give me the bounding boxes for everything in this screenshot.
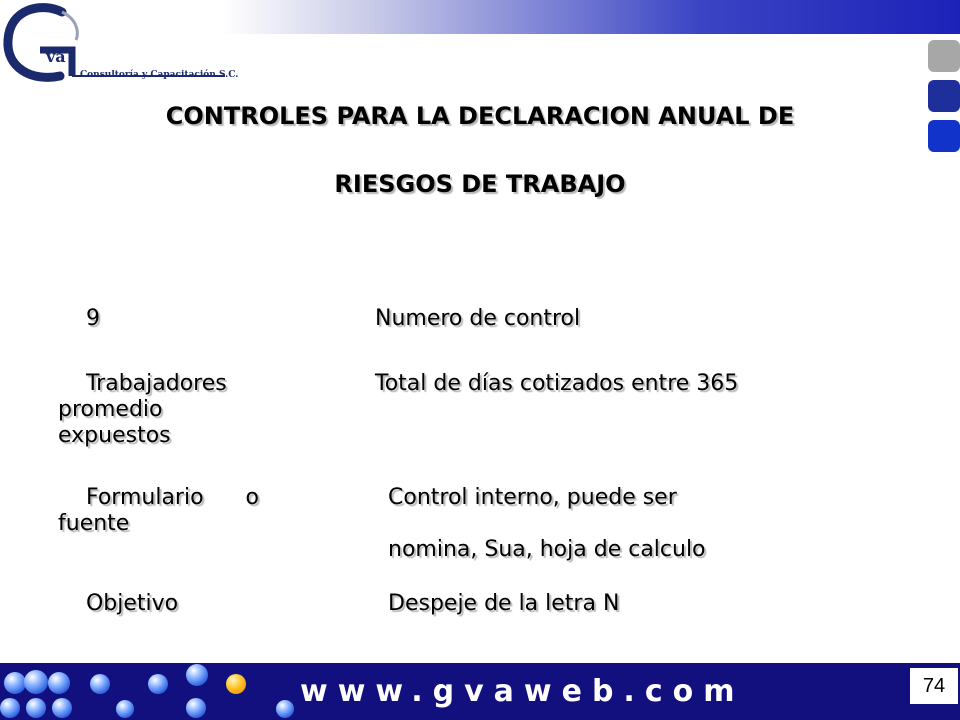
header-gradient-bar — [222, 0, 960, 34]
logo-tagline: Consultoría y Capacitación S.C. — [80, 70, 239, 80]
title-line-1: CONTROLES PARA LA DECLARACION ANUAL DE — [165, 102, 795, 130]
row-4-value: Despeje de la letra N — [388, 591, 620, 616]
page-number: 74 — [910, 668, 958, 704]
title-line-2: RIESGOS DE TRABAJO — [334, 170, 626, 198]
row-2-label: Trabajadores promedio expuestos — [58, 371, 227, 448]
website-url: www.gvaweb.com — [300, 674, 745, 709]
row-3-label: Formulario o fuente — [58, 485, 259, 536]
gray-square-decoration — [928, 40, 960, 72]
gva-logo — [0, 0, 239, 90]
svg-text:va: va — [46, 47, 66, 66]
row-1-label: 9 — [58, 306, 100, 331]
row-4-label: Objetivo — [58, 591, 179, 616]
row-2-value: Total de días cotizados entre 365 — [375, 371, 739, 396]
row-3-value: Control interno, puede ser nomina, Sua, hoja de calculo — [388, 485, 706, 562]
row-1-value: Numero de control — [375, 306, 581, 331]
